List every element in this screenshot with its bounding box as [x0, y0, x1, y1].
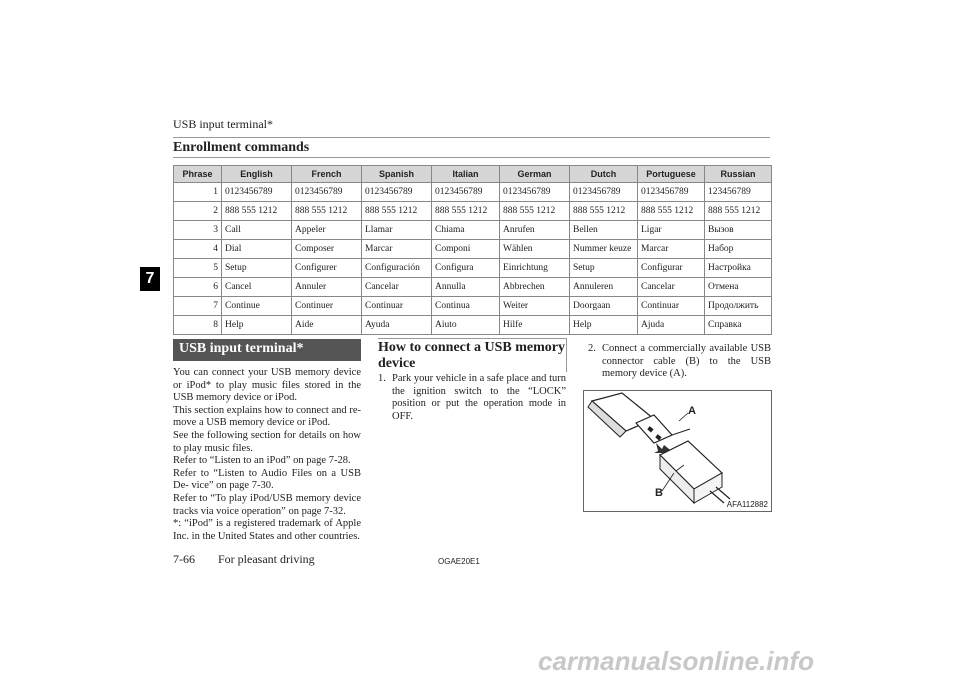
command-cell: Hilfe	[500, 316, 570, 335]
command-cell: 123456789	[705, 183, 772, 202]
command-cell: 888 555 1212	[500, 202, 570, 221]
command-cell: Help	[570, 316, 638, 335]
command-cell: Continuer	[292, 297, 362, 316]
command-cell: Configura	[432, 259, 500, 278]
command-cell: Ajuda	[638, 316, 705, 335]
label-a: A	[688, 405, 696, 417]
figure-id: AFA112882	[726, 500, 768, 509]
usb-terminal-heading	[173, 339, 361, 361]
command-cell: Continuar	[638, 297, 705, 316]
label-b: B	[655, 487, 663, 499]
command-cell: Набор	[705, 240, 772, 259]
enrollment-commands-table	[173, 165, 772, 335]
command-cell: 0123456789	[292, 183, 362, 202]
command-cell: Configuración	[362, 259, 432, 278]
step-2	[588, 343, 771, 381]
command-cell: 0123456789	[362, 183, 432, 202]
command-cell: Composer	[292, 240, 362, 259]
command-cell: 0123456789	[432, 183, 500, 202]
watermark: carmanualsonline.info	[538, 646, 814, 676]
command-cell: 888 555 1212	[292, 202, 362, 221]
paragraph: This section explains how to connect and re- move a USB memory device or iPod.	[173, 404, 361, 429]
table-row	[174, 316, 772, 335]
table-row	[174, 240, 772, 259]
step-1	[378, 373, 566, 423]
usb-connection-figure	[583, 390, 772, 512]
command-cell: Setup	[570, 259, 638, 278]
command-cell: Abbrechen	[500, 278, 570, 297]
phrase-number-cell: 2	[174, 202, 222, 221]
chapter-tab: 7	[140, 267, 160, 291]
table-row	[174, 278, 772, 297]
header-title: USB input terminal*	[173, 117, 273, 131]
command-cell: 888 555 1212	[638, 202, 705, 221]
command-cell: Annuler	[292, 278, 362, 297]
command-cell: Llamar	[362, 221, 432, 240]
command-cell: Configurer	[292, 259, 362, 278]
step-text: Park your vehicle in a safe place and turn the ignition switch to the “LOCK” position or put the operation mode in OFF.	[392, 373, 566, 422]
command-cell: Help	[222, 316, 292, 335]
usb-description	[173, 367, 361, 543]
command-cell: Aiuto	[432, 316, 500, 335]
command-cell: Nummer keuze	[570, 240, 638, 259]
phrase-number-cell: 7	[174, 297, 222, 316]
column-header: Italian	[432, 166, 500, 183]
command-cell: Componi	[432, 240, 500, 259]
command-cell: Ligar	[638, 221, 705, 240]
table-row	[174, 297, 772, 316]
command-cell: Call	[222, 221, 292, 240]
phrase-number-cell: 6	[174, 278, 222, 297]
command-cell: Cancelar	[638, 278, 705, 297]
command-cell: 888 555 1212	[570, 202, 638, 221]
section-rule	[173, 157, 770, 158]
command-cell: Chiama	[432, 221, 500, 240]
command-cell: 0123456789	[570, 183, 638, 202]
table-row	[174, 221, 772, 240]
command-cell: Continua	[432, 297, 500, 316]
command-cell: Cancelar	[362, 278, 432, 297]
table-header-row	[174, 166, 772, 183]
command-cell: Отмена	[705, 278, 772, 297]
phrase-number-cell: 3	[174, 221, 222, 240]
command-cell: Wählen	[500, 240, 570, 259]
command-cell: Continue	[222, 297, 292, 316]
paragraph: You can connect your USB memory device or iPod* to play music files stored in the USB memory device or iPod.	[173, 367, 361, 404]
table-row	[174, 183, 772, 202]
step-number: 1.	[378, 373, 386, 384]
command-cell: Appeler	[292, 221, 362, 240]
command-cell: Marcar	[362, 240, 432, 259]
command-cell: Bellen	[570, 221, 638, 240]
footer-code: OGAE20E1	[438, 557, 480, 566]
step-text: Connect a commercially available USB connector cable (B) to the USB memory device (A).	[602, 343, 771, 380]
phrase-number-cell: 1	[174, 183, 222, 202]
section-heading	[173, 137, 770, 158]
phrase-number-cell: 8	[174, 316, 222, 335]
command-cell: 0123456789	[638, 183, 705, 202]
phrase-number-cell: 4	[174, 240, 222, 259]
reference-link[interactable]: Refer to “Listen to Audio Files on a USB De- vice” on page 7-30.	[173, 467, 361, 492]
command-cell: 888 555 1212	[362, 202, 432, 221]
reference-link[interactable]: Refer to “To play iPod/USB memory device tracks via voice operation” on page 7-32.	[173, 492, 361, 517]
step-number: 2.	[588, 343, 596, 354]
column-header: Dutch	[570, 166, 638, 183]
usb-illustration	[584, 391, 771, 511]
footer-section-title: For pleasant driving	[218, 552, 315, 566]
reference-link[interactable]: Refer to “Listen to an iPod” on page 7-28.	[173, 455, 351, 467]
command-cell: 0123456789	[222, 183, 292, 202]
command-cell: 888 555 1212	[432, 202, 500, 221]
command-cell: Annulla	[432, 278, 500, 297]
command-cell: Setup	[222, 259, 292, 278]
command-cell: Weiter	[500, 297, 570, 316]
command-cell: Продолжить	[705, 297, 772, 316]
command-cell: Einrichtung	[500, 259, 570, 278]
footer-page-number: 7-66	[173, 552, 195, 566]
command-cell: Справка	[705, 316, 772, 335]
column-header: English	[222, 166, 292, 183]
usb-terminal-heading-text: USB input terminal*	[179, 341, 304, 356]
command-cell: Dial	[222, 240, 292, 259]
command-cell: Cancel	[222, 278, 292, 297]
command-cell: Aide	[292, 316, 362, 335]
command-cell: Continuar	[362, 297, 432, 316]
column-header: German	[500, 166, 570, 183]
column-header: Portuguese	[638, 166, 705, 183]
footnote: *: “iPod” is a registered trademark of Apple Inc. in the United States and other countries.	[173, 518, 361, 542]
phrase-number-cell: 5	[174, 259, 222, 278]
column-header: French	[292, 166, 362, 183]
table-row	[174, 259, 772, 278]
command-cell: Doorgaan	[570, 297, 638, 316]
command-cell: 888 555 1212	[222, 202, 292, 221]
command-cell: Configurar	[638, 259, 705, 278]
command-cell: Ayuda	[362, 316, 432, 335]
column-header: Russian	[705, 166, 772, 183]
column-header: Spanish	[362, 166, 432, 183]
command-cell: 888 555 1212	[705, 202, 772, 221]
command-cell: Настройка	[705, 259, 772, 278]
connect-heading: How to connect a USB memory device	[378, 340, 566, 371]
command-cell: Anrufen	[500, 221, 570, 240]
command-cell: Marcar	[638, 240, 705, 259]
column-header: Phrase	[174, 166, 222, 183]
command-cell: 0123456789	[500, 183, 570, 202]
paragraph: See the following section for details on how to play music files.	[173, 429, 361, 454]
table-row	[174, 202, 772, 221]
command-cell: Annuleren	[570, 278, 638, 297]
section-title: Enrollment commands	[173, 140, 310, 155]
command-cell: Вызов	[705, 221, 772, 240]
